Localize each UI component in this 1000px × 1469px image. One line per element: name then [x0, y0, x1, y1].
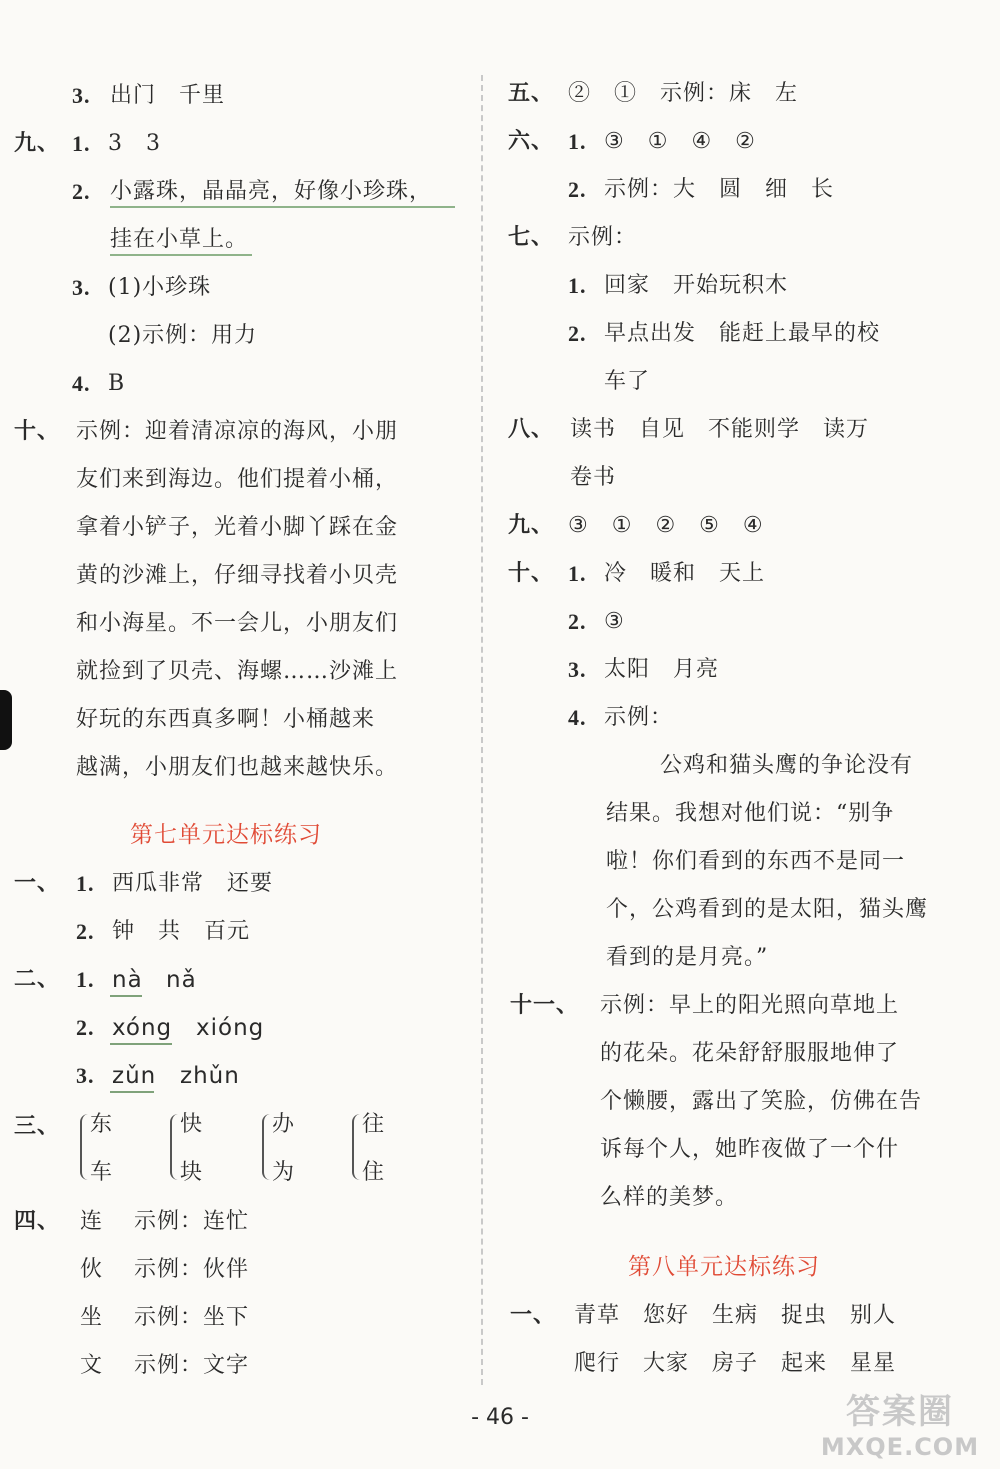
- question-number: 2.: [568, 321, 587, 346]
- brace: [170, 1114, 180, 1180]
- brace: [80, 1114, 90, 1180]
- underline: [110, 254, 252, 256]
- answer-text: 3 3: [108, 131, 161, 156]
- char-pair-bottom: 车: [90, 1160, 114, 1185]
- char-pair-bottom: 为: [272, 1160, 296, 1185]
- char-pair-bottom: 住: [362, 1160, 386, 1185]
- char: 文: [80, 1353, 104, 1378]
- pinyin-answer: nà: [112, 967, 143, 993]
- question-number: 2.: [72, 179, 91, 204]
- pinyin-answer: zǔn: [112, 1063, 157, 1089]
- section-mark: 四、: [14, 1209, 61, 1234]
- question-number: 3.: [72, 83, 91, 108]
- section-mark: 三、: [14, 1114, 61, 1139]
- char: 伙: [80, 1257, 104, 1282]
- unit-heading: 第八单元达标练习: [628, 1254, 820, 1280]
- paragraph-line: 好玩的东西真多啊！小桶越来: [76, 707, 376, 732]
- answer-text: 读书 自见 不能则学 读万: [570, 417, 870, 442]
- answer-text: 车了: [604, 369, 651, 394]
- paragraph-line: 个，公鸡看到的是太阳，猫头鹰: [606, 897, 929, 922]
- brace: [352, 1114, 362, 1180]
- paragraph-line: 啦！你们看到的东西不是同一: [606, 849, 906, 874]
- question-number: 2.: [568, 609, 587, 634]
- question-number: 1.: [76, 967, 95, 992]
- question-number: 2.: [76, 919, 95, 944]
- example-word: 示例：文字: [134, 1353, 250, 1378]
- section-mark: 七、: [508, 225, 555, 250]
- question-number: 3.: [76, 1063, 95, 1088]
- question-number: 2.: [568, 177, 587, 202]
- pinyin-option: nǎ: [166, 967, 197, 993]
- question-number: 1.: [568, 129, 587, 154]
- question-number: 1.: [72, 131, 91, 156]
- answer-text: 西瓜非常 还要: [112, 871, 274, 896]
- answer-text: 示例：: [568, 225, 638, 250]
- answer-text: B: [108, 371, 126, 396]
- question-number: 1.: [568, 273, 587, 298]
- section-mark: 十、: [14, 419, 61, 444]
- underline: [110, 1091, 154, 1093]
- pinyin-option: zhǔn: [180, 1063, 240, 1089]
- answer-text: 示例：大 圆 细 长: [604, 177, 835, 202]
- brace: [262, 1114, 272, 1180]
- paragraph-line: 示例：早上的阳光照向草地上: [600, 993, 900, 1018]
- unit-heading: 第七单元达标练习: [130, 822, 322, 848]
- section-mark: 一、: [14, 871, 61, 896]
- section-mark: 五、: [508, 81, 555, 106]
- answer-text: 爬行 大家 房子 起来 星星: [574, 1351, 897, 1376]
- char: 坐: [80, 1305, 104, 1330]
- answer-text: 出门 千里: [110, 83, 226, 108]
- answer-text: 卷书: [570, 465, 617, 490]
- answer-text: 钟 共 百元: [112, 919, 251, 944]
- paragraph-line: 黄的沙滩上，仔细寻找着小贝壳: [76, 563, 399, 588]
- answer-text: (2)示例：用力: [108, 323, 258, 348]
- char-pair-top: 办: [272, 1112, 296, 1137]
- paragraph-line: 示例：迎着清凉凉的海风，小朋: [76, 419, 399, 444]
- scan-blot: [0, 690, 12, 750]
- char-pair-top: 东: [90, 1112, 114, 1137]
- paragraph-line: 友们来到海边。他们提着小桶，: [76, 467, 399, 492]
- underline: [110, 995, 142, 997]
- paragraph-line: 越满，小朋友们也越来越快乐。: [76, 755, 399, 780]
- paragraph-line: 公鸡和猫头鹰的争论没有: [660, 753, 914, 778]
- section-mark: 十、: [508, 561, 555, 586]
- answer-text: ③: [604, 609, 625, 634]
- section-mark: 一、: [510, 1303, 557, 1328]
- underline: [110, 206, 455, 208]
- paragraph-line: 结果。我想对他们说：“别争: [606, 801, 895, 826]
- example-word: 示例：坐下: [134, 1305, 250, 1330]
- answer-text: 回家 开始玩积木: [604, 273, 789, 298]
- pinyin-answer: xóng: [112, 1015, 173, 1041]
- answer-text: 示例：: [604, 705, 674, 730]
- paragraph-line: 的花朵。花朵舒舒服服地伸了: [600, 1041, 900, 1066]
- section-mark: 八、: [508, 417, 555, 442]
- answer-text: 冷 暖和 天上: [604, 561, 766, 586]
- watermark-url: MXQE.COM: [820, 1433, 980, 1461]
- question-number: 4.: [72, 371, 91, 396]
- underline: [110, 1043, 172, 1045]
- question-number: 3.: [568, 657, 587, 682]
- section-mark: 九、: [14, 131, 61, 156]
- answer-text: ③ ① ② ⑤ ④: [568, 513, 764, 538]
- char-pair-top: 快: [180, 1112, 204, 1137]
- question-number: 4.: [568, 705, 587, 730]
- section-mark: 十一、: [510, 993, 580, 1018]
- question-number: 1.: [76, 871, 95, 896]
- char-pair-top: 往: [362, 1112, 386, 1137]
- answer-text: (1)小珍珠: [108, 275, 212, 300]
- question-number: 3.: [72, 275, 91, 300]
- answer-text: 小露珠，晶晶亮，好像小珍珠，: [110, 179, 433, 204]
- question-number: 1.: [568, 561, 587, 586]
- section-mark: 六、: [508, 129, 555, 154]
- answer-text: 太阳 月亮: [604, 657, 720, 682]
- watermark: [810, 1384, 990, 1461]
- example-word: 示例：连忙: [134, 1209, 250, 1234]
- answer-text: 青草 您好 生病 捉虫 别人: [574, 1303, 897, 1328]
- paragraph-line: 诉每个人，她昨夜做了一个什: [600, 1137, 900, 1162]
- section-mark: 九、: [508, 513, 555, 538]
- column-divider: [481, 75, 483, 1385]
- example-word: 示例：伙伴: [134, 1257, 250, 1282]
- answer-text: ② ① 示例：床 左: [568, 81, 799, 106]
- paragraph-line: 和小海星。不一会儿，小朋友们: [76, 611, 399, 636]
- paragraph-line: 个懒腰，露出了笑脸，仿佛在告: [600, 1089, 923, 1114]
- paragraph-line: 么样的美梦。: [600, 1185, 739, 1210]
- page-number: - 46 -: [471, 1405, 529, 1430]
- pinyin-option: xióng: [196, 1015, 265, 1041]
- char-pair-bottom: 块: [180, 1160, 204, 1185]
- question-number: 2.: [76, 1015, 95, 1040]
- answer-text: 挂在小草上。: [110, 227, 249, 252]
- paragraph-line: 看到的是月亮。”: [606, 945, 769, 970]
- char: 连: [80, 1209, 104, 1234]
- section-mark: 二、: [14, 967, 61, 992]
- answer-text: ③ ① ④ ②: [604, 129, 756, 154]
- paragraph-line: 就捡到了贝壳、海螺……沙滩上: [76, 659, 399, 684]
- answer-text: 早点出发 能赶上最早的校: [604, 321, 881, 346]
- paragraph-line: 拿着小铲子，光着小脚丫踩在金: [76, 515, 399, 540]
- watermark-logo-text: 答案圈: [846, 1392, 954, 1432]
